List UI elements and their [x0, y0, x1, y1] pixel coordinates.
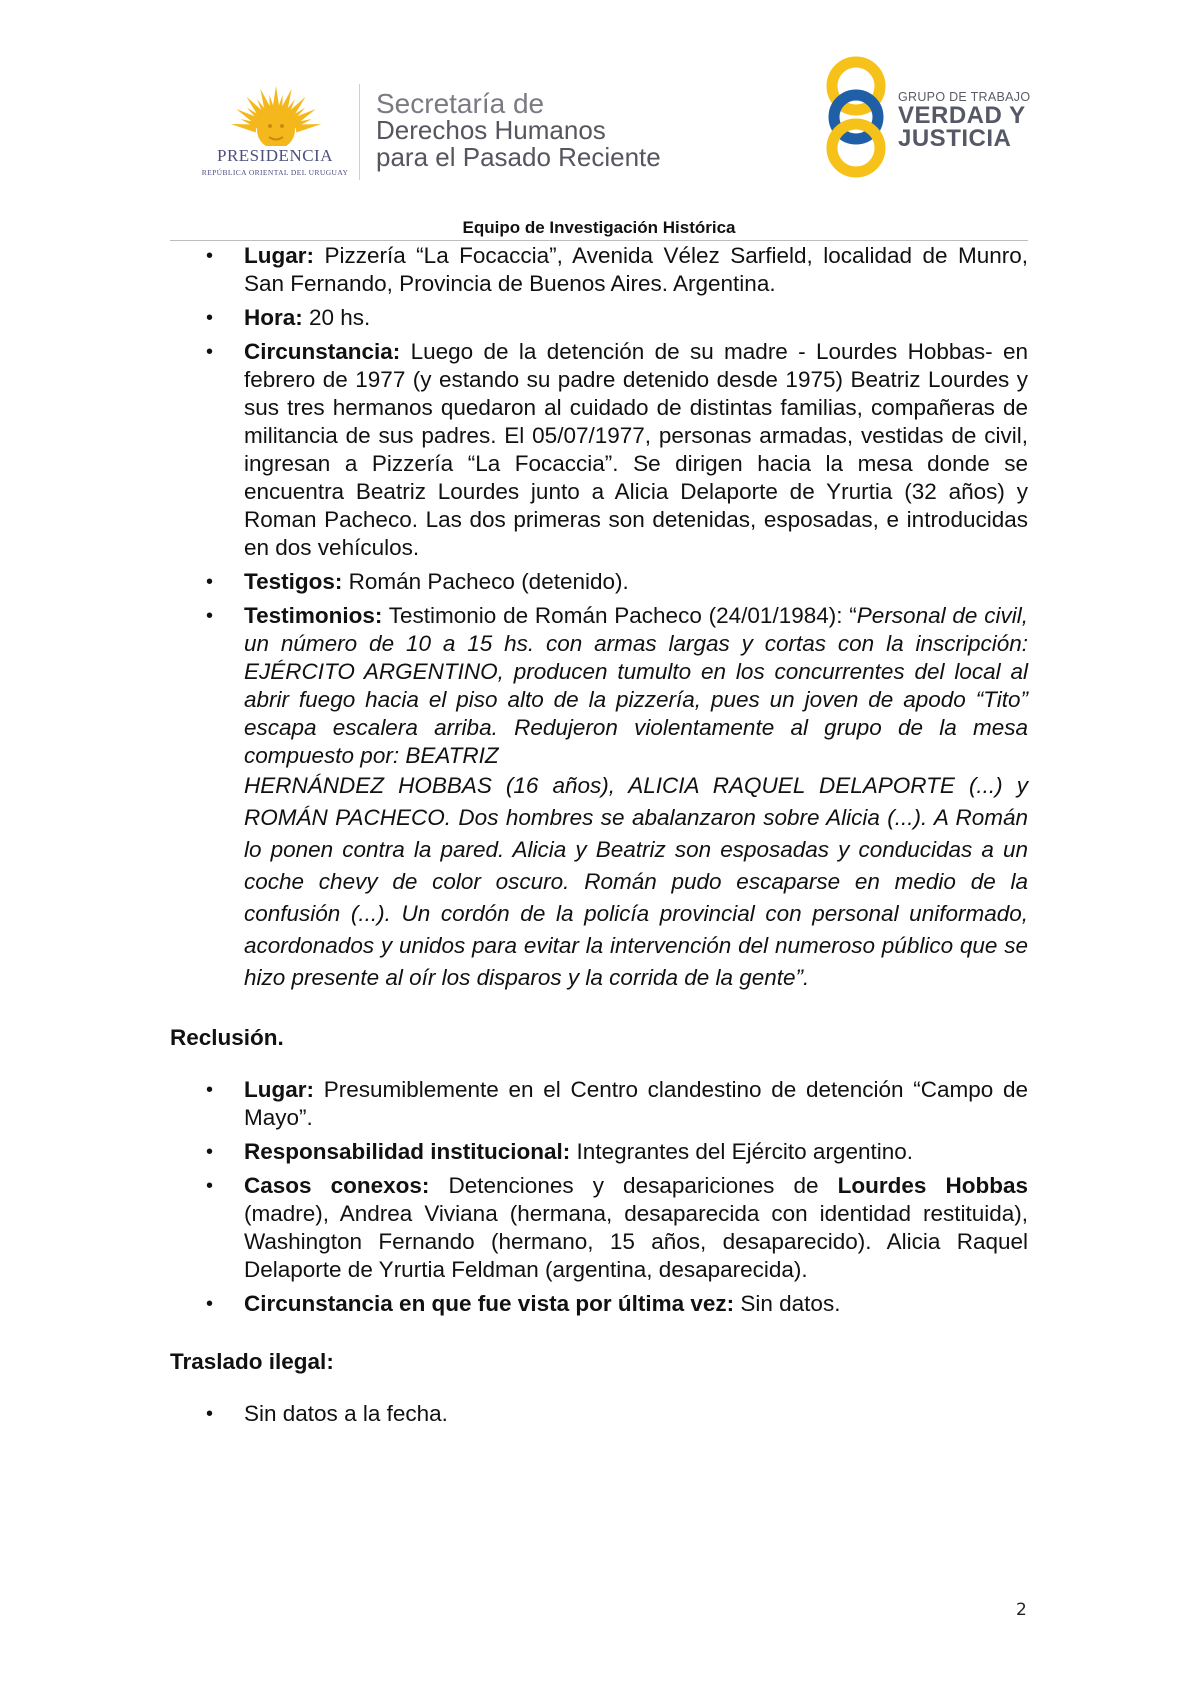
- list-item-testigos: [170, 568, 1028, 596]
- item-text: Sin datos.: [734, 1291, 841, 1316]
- list-item-sin-datos: [170, 1400, 1028, 1428]
- gt-line-2: VERDAD Y: [898, 102, 1026, 129]
- list-item-casos-conexos: [170, 1172, 1028, 1284]
- item-text: Sin datos a la fecha.: [244, 1401, 448, 1426]
- item-text: Integrantes del Ejército argentino.: [570, 1139, 914, 1164]
- list-item-circunstancia: [170, 338, 1028, 562]
- bullet-icon: •: [206, 571, 214, 593]
- secretaria-wordmark: [376, 90, 661, 171]
- traslado-list: [170, 1400, 1028, 1428]
- item-label: Circunstancia en que fue vista por última vez:: [244, 1291, 735, 1316]
- item-bold-name: Lourdes Hobbas: [837, 1173, 1028, 1198]
- list-item-ultima-vez: [170, 1290, 1028, 1318]
- item-label: Casos conexos:: [244, 1173, 430, 1198]
- equipo-title: Equipo de Investigación Histórica: [462, 218, 736, 237]
- list-item-lugar: [170, 242, 1028, 298]
- item-text: Pizzería “La Focaccia”, Avenida Vélez Sarfield, localidad de Munro, San Fernando, Provincia de Buenos Aires. Argentina.: [244, 243, 1028, 296]
- testimony-quote-continued: HERNÁNDEZ HOBBAS (16 años), ALICIA RAQUEL DELAPORTE (...) y ROMÁN PACHECO. Dos hombres se abalanzaron sobre Alicia (...). A Román lo ponen contra la pared. Alicia y Beatriz son esposadas y conducidas a un coche chevy de color oscuro. Román pudo escaparse en medio de la confusión (...). Un cordón de la policía provincial con personal uniformado, acordonados y unidos para evitar la intervención del numeroso público que se hizo presente al oír los disparos y la corrida de la gente”.: [244, 773, 1028, 990]
- verdad-justicia-rings-logo: [818, 56, 894, 178]
- list-item-hora: [170, 304, 1028, 332]
- item-label: Lugar:: [244, 1077, 314, 1102]
- bullet-icon: •: [206, 1175, 214, 1197]
- document-body: [170, 242, 1028, 1434]
- item-text: Román Pacheco (detenido).: [342, 569, 629, 594]
- item-label: Circunstancia:: [244, 339, 401, 364]
- list-item-testimonios: [170, 602, 1028, 994]
- bullet-icon: •: [206, 605, 214, 627]
- section-heading-traslado: Traslado ilegal:: [170, 1349, 334, 1374]
- secretaria-line-3: para el Pasado Reciente: [376, 142, 661, 172]
- gt-line-3: JUSTICIA: [898, 125, 1012, 152]
- bullet-icon: •: [206, 307, 214, 329]
- item-text: Luego de la detención de su madre - Lourdes Hobbas- en febrero de 1977 (y estando su padre detenido desde 1975) Beatriz Lourdes y sus tres hermanos quedaron al cuidado de distintas familias, compañeras de militancia de sus padres. El 05/07/1977, personas armadas, vestidas de civil, ingresan a Pizzería “La Focaccia”. Se dirigen hacia la mesa donde se encuentra Beatriz Lourdes junto a Alicia Delaporte de Yrurtia (32 años) y Roman Pacheco. Las dos primeras son detenidas, esposadas, e introducidas en dos vehículos.: [244, 339, 1028, 560]
- list-item-lugar: [170, 1076, 1028, 1132]
- item-label: Lugar:: [244, 243, 314, 268]
- gt-line-1: GRUPO DE TRABAJO: [898, 90, 1031, 104]
- presidencia-subtitle: REPÚBLICA ORIENTAL DEL URUGUAY: [201, 168, 349, 177]
- item-text: 20 hs.: [302, 305, 371, 330]
- bullet-icon: •: [206, 245, 214, 267]
- secretaria-line-1: Secretaría de: [376, 88, 545, 119]
- bullet-icon: •: [206, 1403, 214, 1425]
- presidencia-title: PRESIDENCIA: [216, 146, 333, 165]
- bullet-icon: •: [206, 1079, 214, 1101]
- page-number: 2: [1016, 1600, 1027, 1620]
- header-divider: [359, 84, 360, 180]
- bullet-icon: •: [206, 341, 214, 363]
- item-label: Testigos:: [244, 569, 343, 594]
- item-label: Responsabilidad institucional:: [244, 1139, 571, 1164]
- item-text: Testimonio de Román Pacheco (24/01/1984): “: [382, 603, 857, 628]
- page-header: [0, 0, 1190, 240]
- bullet-icon: •: [206, 1141, 214, 1163]
- secretaria-line-2: Derechos Humanos: [376, 115, 606, 145]
- item-text: Detenciones y desapariciones de: [429, 1173, 838, 1198]
- bullet-icon: •: [206, 1293, 214, 1315]
- header-rule: [170, 240, 1028, 241]
- verdad-justicia-wordmark: [898, 90, 1030, 150]
- section-heading-reclusion: Reclusión.: [170, 1025, 284, 1050]
- detention-details-list: [170, 242, 1028, 994]
- item-label: Hora:: [244, 305, 303, 330]
- reclusion-list: [170, 1076, 1028, 1318]
- item-text: Presumiblemente en el Centro clandestino de detención “Campo de Mayo”.: [244, 1077, 1028, 1130]
- item-label: Testimonios:: [244, 603, 383, 628]
- item-text-continued: (madre), Andrea Viviana (hermana, desaparecida con identidad restituida), Washington Fernando (hermano, 15 años, desaparecido). Alicia Raquel Delaporte de Yrurtia Feldman (argentina, desaparecida).: [244, 1201, 1028, 1282]
- testimony-quote: Personal de civil, un número de 10 a 15 hs. con armas largas y cortas con la inscripción: EJÉRCITO ARGENTINO, producen tumulto en los concurrentes del local al abrir fuego hacia el piso alto de la pizzería, pues un joven de apodo “Tito” escapa escalera arriba. Redujeron violentamente al grupo de la mesa compuesto por: BEATRIZ: [244, 603, 1028, 768]
- presidencia-wordmark: [200, 146, 350, 177]
- list-item-responsabilidad: [170, 1138, 1028, 1166]
